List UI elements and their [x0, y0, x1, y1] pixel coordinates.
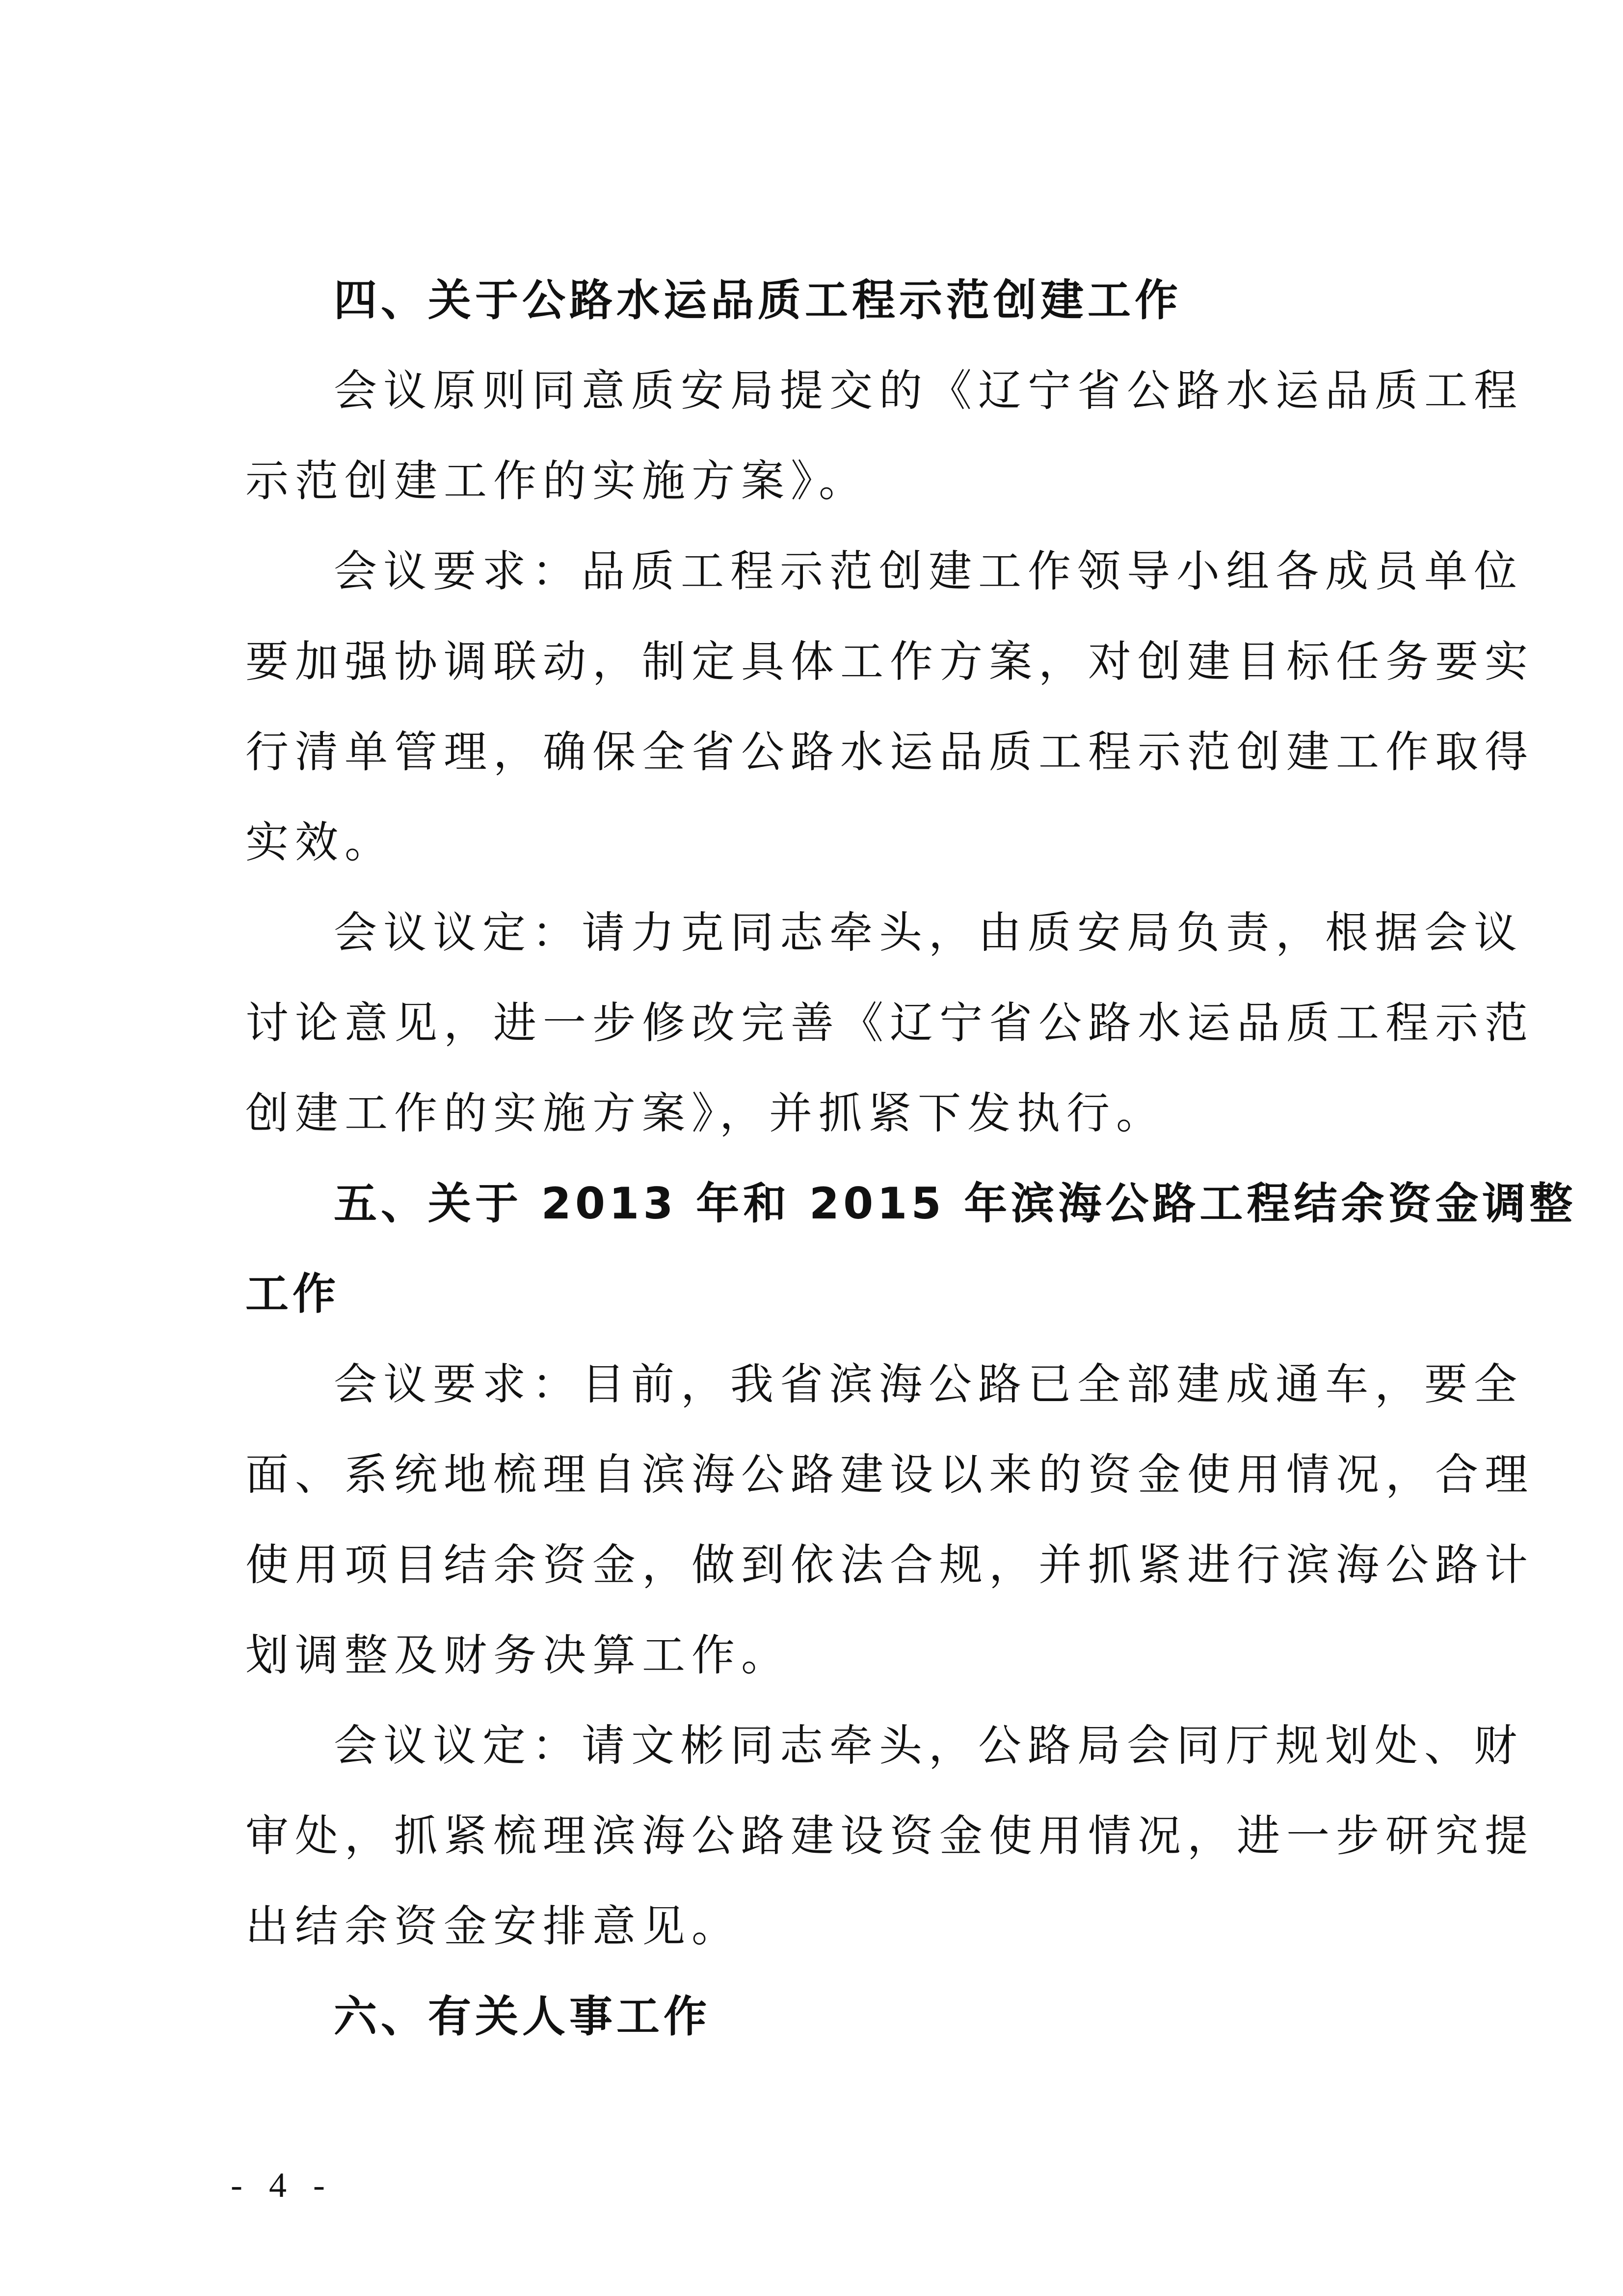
paragraph-line: 使用项目结余资金，做到依法合规，并抓紧进行滨海公路计	[245, 1540, 1535, 1590]
paragraph-line: 会议原则同意质安局提交的《辽宁省公路水运品质工程	[334, 365, 1524, 416]
paragraph-decision	[245, 1701, 1535, 1972]
paragraph-line: 划调整及财务决算工作。	[245, 1630, 791, 1680]
paragraph-line: 会议议定：请文彬同志牵头，公路局会同厅规划处、财	[334, 1720, 1524, 1771]
page-number: - 4 -	[231, 2165, 334, 2205]
paragraph-line: 实效。	[245, 817, 395, 867]
paragraph-line: 讨论意见，进一步修改完善《辽宁省公路水运品质工程示范	[245, 998, 1535, 1048]
paragraph-line: 面、系统地梳理自滨海公路建设以来的资金使用情况，合理	[245, 1449, 1535, 1500]
paragraph-approval	[245, 346, 1524, 526]
paragraph-line: 行清单管理，确保全省公路水运品质工程示范创建工作取得	[245, 727, 1535, 777]
paragraph-line: 要加强协调联动，制定具体工作方案，对创建目标任务要实	[245, 636, 1535, 687]
paragraph-line: 审处，抓紧梳理滨海公路建设资金使用情况，进一步研究提	[245, 1810, 1535, 1861]
section-heading-6: 六、有关人事工作	[334, 1991, 711, 2042]
paragraph-line: 出结余资金安排意见。	[245, 1901, 742, 1951]
heading-line: 五、关于 2013 年和 2015 年滨海公路工程结余资金调整	[334, 1178, 1577, 1229]
section-heading-4: 四、关于公路水运品质工程示范创建工作	[334, 275, 1182, 325]
paragraph-decision	[245, 888, 1535, 1159]
document-body	[245, 255, 1577, 2062]
paragraph-requirements	[245, 1339, 1535, 1701]
heading-line: 工作	[245, 1269, 340, 1319]
paragraph-line: 会议要求：品质工程示范创建工作领导小组各成员单位	[334, 546, 1524, 596]
paragraph-line: 示范创建工作的实施方案》。	[245, 456, 869, 506]
section-heading-5	[245, 1159, 1577, 1339]
paragraph-line: 会议议定：请力克同志牵头，由质安局负责，根据会议	[334, 907, 1524, 958]
paragraph-requirements	[245, 526, 1535, 888]
paragraph-line: 创建工作的实施方案》，并抓紧下发执行。	[245, 1088, 1166, 1138]
paragraph-line: 会议要求：目前，我省滨海公路已全部建成通车，要全	[334, 1359, 1524, 1409]
